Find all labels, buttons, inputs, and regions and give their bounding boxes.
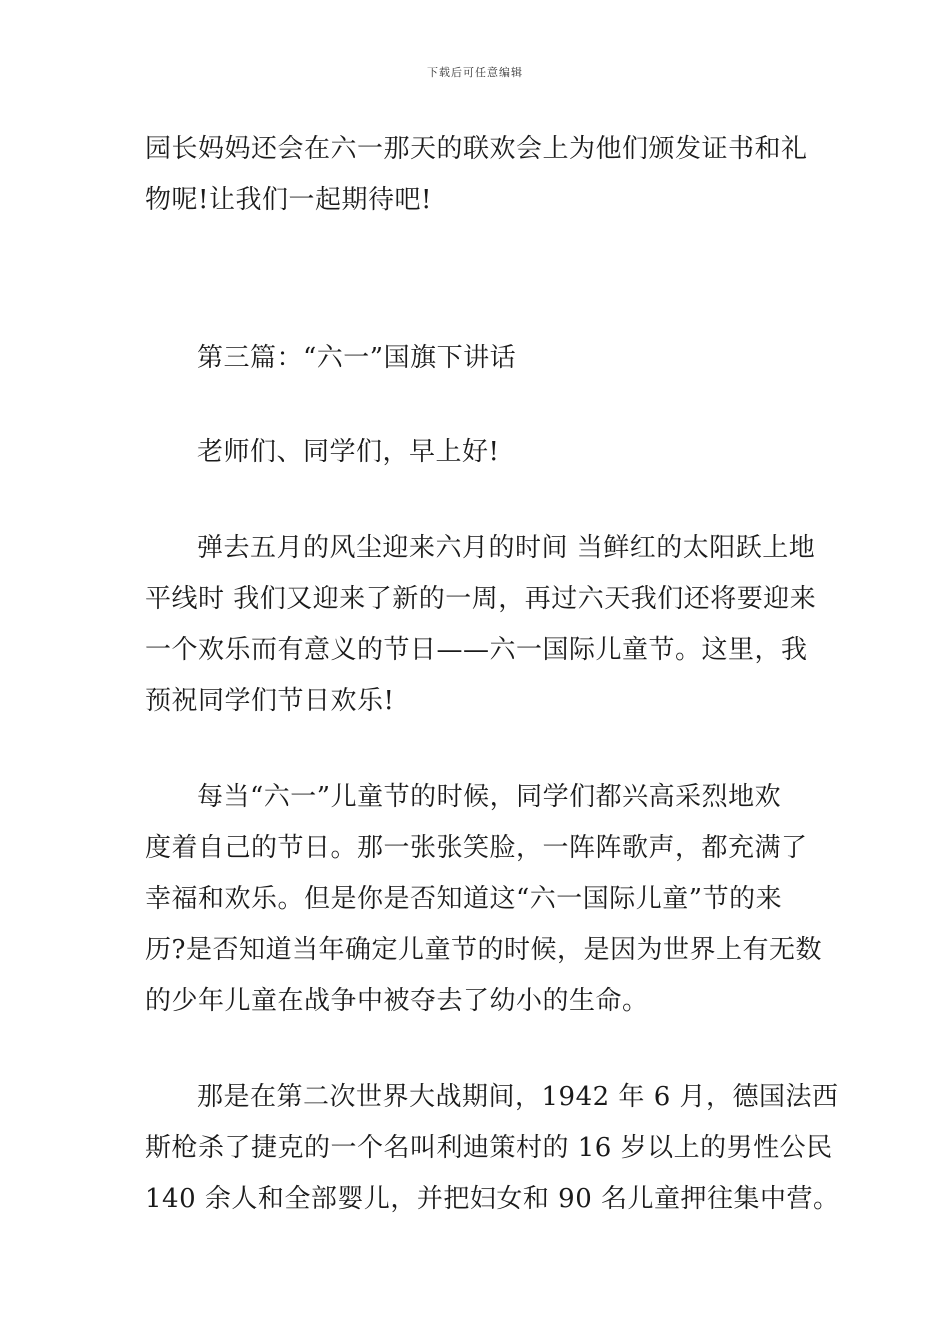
text-line: 预祝同学们节日欢乐! <box>145 686 395 716</box>
paragraph <box>145 772 822 1027</box>
text-line: 弹去五月的风尘迎来六月的时间 当鲜红的太阳跃上地 <box>197 533 816 563</box>
text-line: 园长妈妈还会在六一那天的联欢会上为他们颁发证书和礼 <box>145 134 808 164</box>
spacer <box>145 384 810 427</box>
text-line: 斯枪杀了捷克的一个名叫利迪策村的 16 岁以上的男性公民 <box>145 1133 833 1163</box>
page-header: 下载后可任意编辑 <box>427 66 523 79</box>
greeting <box>145 427 810 478</box>
text-line: 物呢!让我们一起期待吧! <box>145 185 432 215</box>
text-line: 平线时 我们又迎来了新的一周，再过六天我们还将要迎来 <box>145 584 817 614</box>
spacer <box>145 284 810 333</box>
spacer <box>145 478 810 523</box>
text-line: 幸福和欢乐。但是你是否知道这“六一国际儿童”节的来 <box>145 884 783 914</box>
text-line: 度着自己的节日。那一张张笑脸，一阵阵歌声，都充满了 <box>145 833 808 863</box>
text-line: 那是在第二次世界大战期间，1942 年 6 月，德国法西 <box>197 1082 839 1112</box>
text-line: 历?是否知道当年确定儿童节的时候，是因为世界上有无数 <box>145 935 822 965</box>
spacer <box>145 1027 810 1072</box>
paragraph <box>145 1072 840 1225</box>
text-line: 140 余人和全部婴儿，并把妇女和 90 名儿童押往集中营。 <box>145 1184 840 1214</box>
text-line: 一个欢乐而有意义的节日——六一国际儿童节。这里，我 <box>145 635 808 665</box>
section-title <box>145 333 810 384</box>
text-line: 老师们、同学们，早上好! <box>197 437 500 467</box>
spacer <box>145 226 810 284</box>
text-line: 第三篇：“六一”国旗下讲话 <box>197 343 517 373</box>
document-body <box>145 124 840 1225</box>
paragraph <box>145 523 817 727</box>
text-line: 每当“六一”儿童节的时候，同学们都兴高采烈地欢 <box>197 782 782 812</box>
spacer <box>145 727 810 772</box>
paragraph-continuation <box>145 124 810 226</box>
text-line: 的少年儿童在战争中被夺去了幼小的生命。 <box>145 986 649 1016</box>
